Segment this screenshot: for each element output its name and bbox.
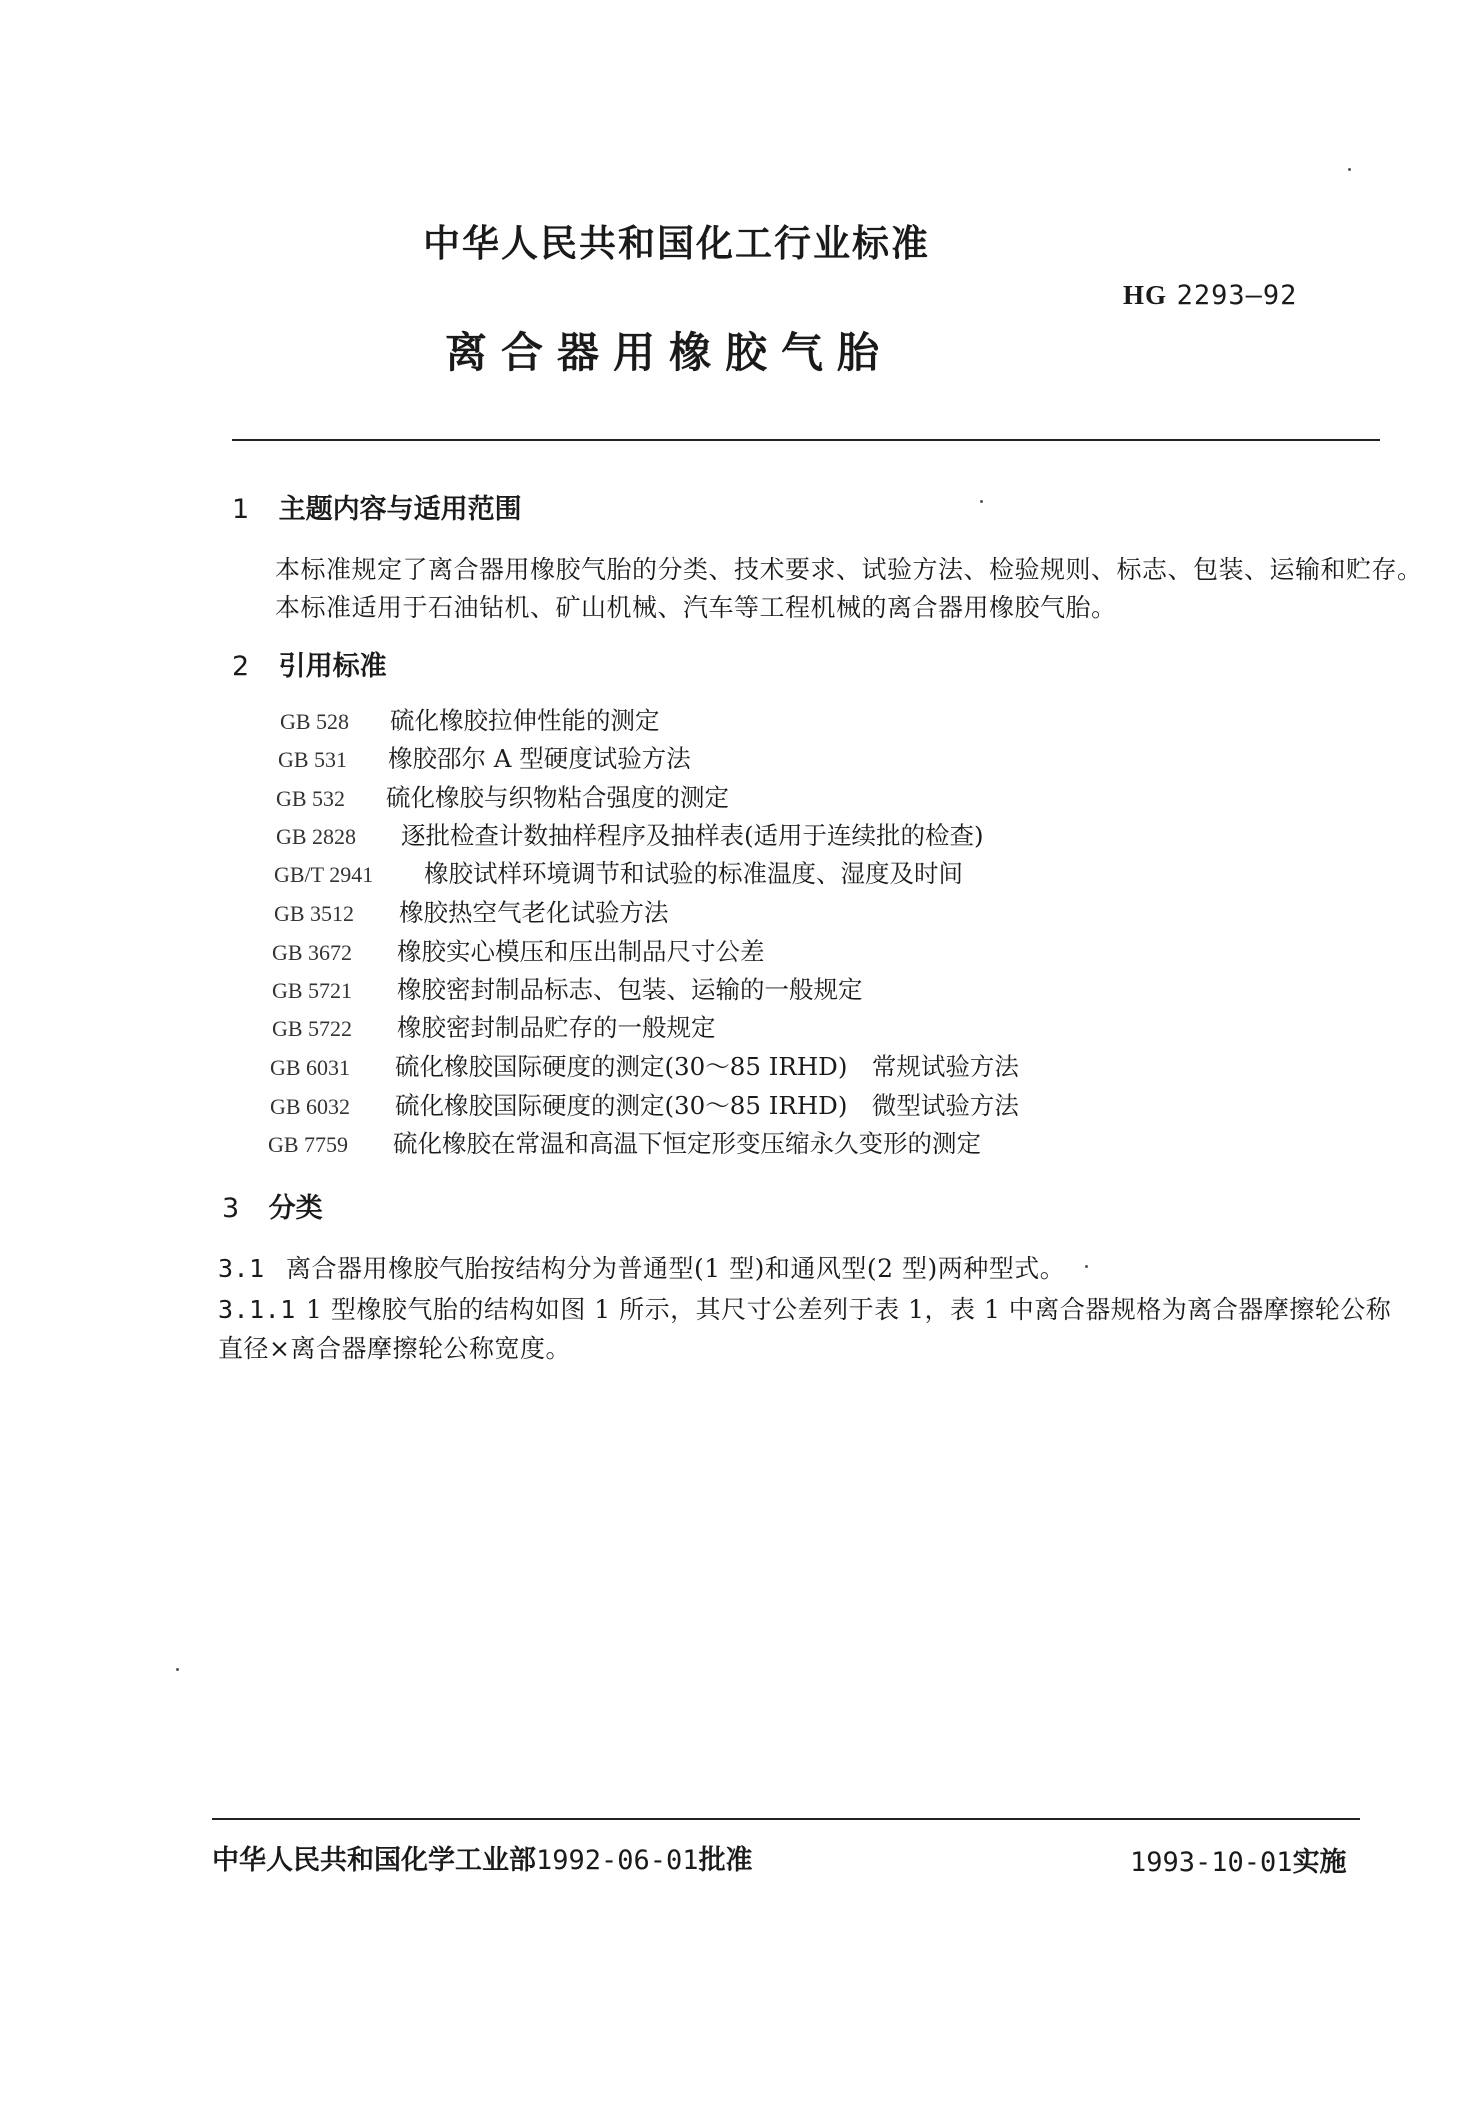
document-title: 离合器用橡胶气胎	[445, 328, 894, 377]
ref-code: GB 2828	[276, 824, 357, 849]
ref-code: GB 532	[276, 786, 346, 811]
clause-3-1-text: 离合器用橡胶气胎按结构分为普通型(1 型)和通风型(2 型)两种型式。	[286, 1254, 1066, 1283]
list-item	[272, 1009, 716, 1044]
section-3-heading	[222, 1186, 323, 1225]
ref-code: GB 3512	[274, 901, 355, 926]
ref-title: 硫化橡胶拉伸性能的测定	[390, 706, 660, 735]
list-item	[278, 740, 691, 775]
approval-organization: 中华人民共和国化学工业部	[212, 1845, 536, 1876]
clause-3-1-number: 3.1	[218, 1254, 265, 1283]
ref-title: 硫化橡胶国际硬度的测定(30～85 IRHD) 微型试验方法	[395, 1091, 1019, 1120]
list-item	[280, 702, 660, 737]
ref-code: GB 6031	[270, 1055, 351, 1080]
effective-word: 实施	[1292, 1847, 1347, 1878]
effective-line	[1130, 1840, 1347, 1879]
list-item	[268, 1125, 981, 1160]
section-1-paragraph-1: 本标准规定了离合器用橡胶气胎的分类、技术要求、试验方法、检验规则、标志、包装、运输和贮存。	[275, 555, 1423, 584]
ref-title: 橡胶邵尔 A 型硬度试验方法	[388, 744, 691, 773]
clause-3-1-1-number: 3.1.1	[218, 1295, 296, 1324]
ref-code: GB 5722	[272, 1016, 353, 1041]
clause-3-1-1	[218, 1290, 1391, 1326]
effective-date: 1993-10-01	[1130, 1847, 1293, 1878]
ref-title: 硫化橡胶在常温和高温下恒定形变压缩永久变形的测定	[393, 1129, 981, 1158]
list-item	[276, 779, 729, 814]
section-1-heading	[232, 487, 522, 526]
approval-word: 批准	[698, 1845, 753, 1876]
scan-speck	[1348, 168, 1351, 171]
list-item	[274, 894, 669, 929]
clause-3-1-1-continuation: 直径×离合器摩擦轮公称宽度。	[218, 1334, 571, 1363]
section-3-title: 分类	[268, 1193, 323, 1224]
section-2-heading	[232, 644, 387, 683]
approval-line	[212, 1838, 753, 1877]
ref-title: 橡胶实心模压和压出制品尺寸公差	[397, 937, 765, 966]
scan-speck	[176, 1668, 179, 1671]
list-item	[272, 971, 863, 1006]
list-item	[276, 817, 984, 852]
list-item	[270, 1048, 1019, 1083]
section-1-title: 主题内容与适用范围	[278, 494, 522, 525]
scan-speck	[980, 500, 983, 503]
ref-title: 橡胶热空气老化试验方法	[399, 898, 669, 927]
clause-3-1-1-text: 1 型橡胶气胎的结构如图 1 所示，其尺寸公差列于表 1，表 1 中离合器规格为离合器摩擦轮公称	[306, 1295, 1392, 1324]
list-item	[272, 933, 765, 968]
ref-title: 橡胶密封制品标志、包装、运输的一般规定	[397, 975, 863, 1004]
footer-divider	[212, 1818, 1360, 1820]
ref-code: GB 5721	[272, 978, 353, 1003]
standard-code	[1123, 280, 1297, 311]
section-2-title: 引用标准	[278, 651, 387, 682]
ref-code: GB 3672	[272, 940, 353, 965]
ref-title: 逐批检查计数抽样程序及抽样表(适用于连续批的检查)	[401, 821, 984, 850]
section-1-number: 1	[232, 494, 250, 525]
section-3-number: 3	[222, 1193, 240, 1224]
ref-code: GB 6032	[270, 1094, 351, 1119]
clause-3-1	[218, 1249, 1065, 1285]
ref-code: GB 528	[280, 709, 350, 734]
standard-code-prefix: HG	[1123, 280, 1168, 310]
ref-title: 硫化橡胶国际硬度的测定(30～85 IRHD) 常规试验方法	[395, 1052, 1019, 1081]
list-item	[270, 1087, 1019, 1122]
list-item	[274, 855, 963, 890]
ref-code: GB 531	[278, 747, 348, 772]
ref-code: GB 7759	[268, 1132, 349, 1157]
ref-title: 橡胶密封制品贮存的一般规定	[397, 1013, 716, 1042]
section-2-number: 2	[232, 651, 250, 682]
scan-speck	[1085, 1265, 1088, 1268]
section-1-paragraph-2: 本标准适用于石油钻机、矿山机械、汽车等工程机械的离合器用橡胶气胎。	[275, 593, 1117, 622]
standard-code-number: 2293—92	[1176, 280, 1298, 311]
organization-title: 中华人民共和国化工行业标准	[423, 222, 930, 265]
ref-title: 硫化橡胶与织物粘合强度的测定	[386, 783, 729, 812]
approval-date: 1992-06-01	[536, 1845, 699, 1876]
ref-code: GB/T 2941	[274, 862, 374, 887]
header-divider	[232, 439, 1380, 441]
ref-title: 橡胶试样环境调节和试验的标准温度、湿度及时间	[424, 859, 963, 888]
